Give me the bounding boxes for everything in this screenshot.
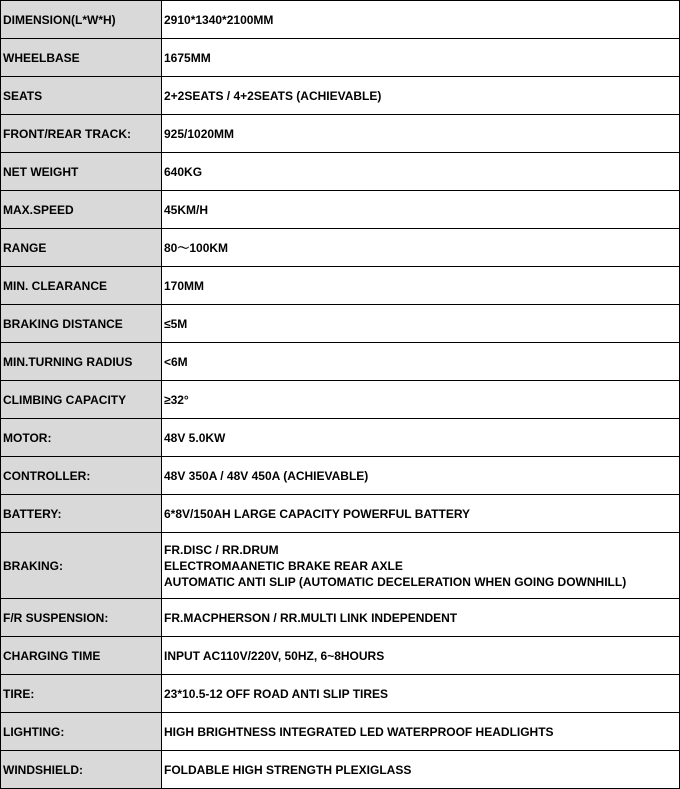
- spec-row: [1, 637, 680, 675]
- spec-label: FRONT/REAR TRACK:: [1, 115, 162, 153]
- spec-value: [162, 1, 680, 39]
- spec-row: [1, 713, 680, 751]
- spec-row: [1, 343, 680, 381]
- spec-value-line: ≥32°: [164, 392, 189, 407]
- spec-row: [1, 39, 680, 77]
- spec-value: [162, 77, 680, 115]
- spec-value: [162, 343, 680, 381]
- spec-row: [1, 229, 680, 267]
- spec-label: F/R SUSPENSION:: [1, 599, 162, 637]
- spec-label: LIGHTING:: [1, 713, 162, 751]
- spec-value: [162, 675, 680, 713]
- spec-value: [162, 495, 680, 533]
- spec-label: SEATS: [1, 77, 162, 115]
- spec-value-line: 2+2SEATS / 4+2SEATS (ACHIEVABLE): [164, 88, 382, 103]
- spec-value: [162, 381, 680, 419]
- spec-value: [162, 115, 680, 153]
- spec-label: CONTROLLER:: [1, 457, 162, 495]
- spec-label: MAX.SPEED: [1, 191, 162, 229]
- spec-label: CLIMBING CAPACITY: [1, 381, 162, 419]
- spec-value: [162, 457, 680, 495]
- spec-row: [1, 495, 680, 533]
- spec-value: [162, 191, 680, 229]
- spec-value-line: FR.MACPHERSON / RR.MULTI LINK INDEPENDENT: [164, 610, 458, 625]
- spec-row: [1, 1, 680, 39]
- spec-label: CHARGING TIME: [1, 637, 162, 675]
- spec-value-line: 80～100KM: [164, 240, 229, 255]
- spec-label: MIN. CLEARANCE: [1, 267, 162, 305]
- spec-value-line: FR.DISC / RR.DRUM: [164, 542, 279, 557]
- spec-row: [1, 77, 680, 115]
- spec-row: [1, 191, 680, 229]
- spec-row: [1, 115, 680, 153]
- spec-value-line: INPUT AC110V/220V, 50HZ, 6~8HOURS: [164, 648, 385, 663]
- spec-value: [162, 39, 680, 77]
- spec-value-line: HIGH BRIGHTNESS INTEGRATED LED WATERPROOF HEADLIGHTS: [164, 724, 554, 739]
- spec-label: NET WEIGHT: [1, 153, 162, 191]
- spec-value-line: ≤5M: [164, 316, 188, 331]
- spec-row: [1, 381, 680, 419]
- spec-value: [162, 533, 680, 599]
- spec-value: [162, 267, 680, 305]
- spec-row: [1, 305, 680, 343]
- spec-row: [1, 267, 680, 305]
- spec-row: [1, 751, 680, 789]
- spec-label: RANGE: [1, 229, 162, 267]
- spec-value: [162, 599, 680, 637]
- spec-label: BATTERY:: [1, 495, 162, 533]
- spec-label: MOTOR:: [1, 419, 162, 457]
- spec-row: [1, 533, 680, 599]
- spec-value: [162, 419, 680, 457]
- spec-value-line: 640KG: [164, 164, 203, 179]
- spec-label: WHEELBASE: [1, 39, 162, 77]
- spec-row: [1, 419, 680, 457]
- spec-label: DIMENSION(L*W*H): [1, 1, 162, 39]
- spec-value: [162, 751, 680, 789]
- spec-value-line: 2910*1340*2100MM: [164, 12, 274, 27]
- spec-value-line: 170MM: [164, 278, 205, 293]
- spec-value-line: AUTOMATIC ANTI SLIP (AUTOMATIC DECELERATION WHEN GOING DOWNHILL): [164, 574, 627, 589]
- spec-value-line: <6M: [164, 354, 188, 369]
- spec-value: [162, 637, 680, 675]
- spec-value: [162, 305, 680, 343]
- spec-value: [162, 153, 680, 191]
- spec-value-line: 6*8V/150AH LARGE CAPACITY POWERFUL BATTERY: [164, 506, 471, 521]
- spec-value: [162, 713, 680, 751]
- spec-value-line: FOLDABLE HIGH STRENGTH PLEXIGLASS: [164, 762, 412, 777]
- spec-row: [1, 457, 680, 495]
- spec-table-body: [1, 1, 680, 789]
- spec-label: MIN.TURNING RADIUS: [1, 343, 162, 381]
- spec-value-line: 48V 350A / 48V 450A (ACHIEVABLE): [164, 468, 369, 483]
- spec-value-line: 925/1020MM: [164, 126, 235, 141]
- spec-label: WINDSHIELD:: [1, 751, 162, 789]
- spec-value-line: 48V 5.0KW: [164, 430, 226, 445]
- spec-label: TIRE:: [1, 675, 162, 713]
- spec-row: [1, 153, 680, 191]
- spec-row: [1, 675, 680, 713]
- spec-value-line: ELECTROMAANETIC BRAKE REAR AXLE: [164, 558, 403, 573]
- spec-value-line: 45KM/H: [164, 202, 209, 217]
- spec-value-line: 23*10.5-12 OFF ROAD ANTI SLIP TIRES: [164, 686, 389, 701]
- spec-label: BRAKING DISTANCE: [1, 305, 162, 343]
- spec-row: [1, 599, 680, 637]
- spec-value-line: 1675MM: [164, 50, 211, 65]
- spec-value: [162, 229, 680, 267]
- spec-label: BRAKING:: [1, 533, 162, 599]
